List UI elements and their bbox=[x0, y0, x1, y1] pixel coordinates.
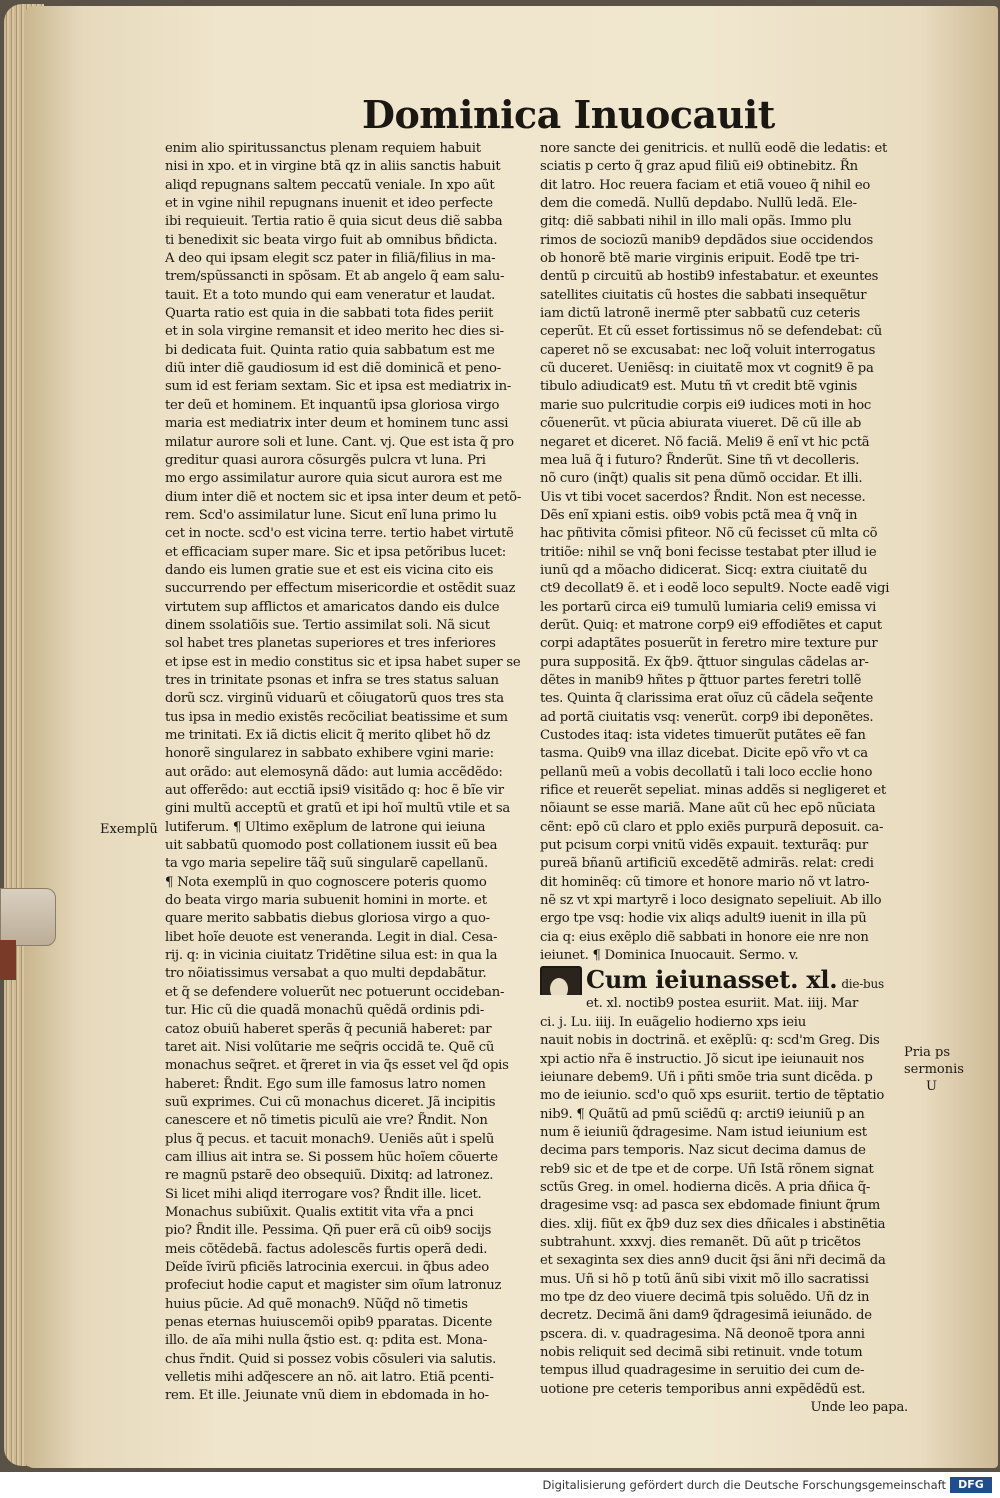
text-line: ct9 decollat9 ẽ. et i eodẽ loco sepult9. Nocte eadẽ vigi bbox=[540, 581, 890, 597]
text-line: dit hominẽq: cũ timore et honore mario nõ vt latro- bbox=[540, 874, 870, 890]
text-line: monachus seq̃ret. et q̃reret in via q̃s esset vel q̃d opis bbox=[165, 1058, 509, 1074]
text-line: ci. j. Lu. iiij. In euãgelio hodierno xps ieiu bbox=[540, 1014, 806, 1030]
text-line: dẽtes in manib9 hñtes p q̃ttuor partes feretri tollẽ bbox=[540, 672, 862, 688]
text-line: hac pñtivita cõmisi pfiteor. Nõ cũ fecisset cũ mlta cõ bbox=[540, 526, 878, 542]
text-line: dies. xlij. fiũt ex q̃b9 duz sex dies dñicales i abstinẽtia bbox=[540, 1216, 886, 1232]
text-line: ieiunet. ¶ Dominica Inuocauit. Sermo. v. bbox=[540, 948, 799, 964]
text-line: Quarta ratio est quia in die sabbati tota fides periit bbox=[165, 306, 494, 322]
text-line: catoz obuiũ haberet sperãs q̃ pecuniã haberet: par bbox=[165, 1021, 492, 1037]
text-line: meis cõtẽdebã. factus adolescẽs furtis operã dedi. bbox=[165, 1241, 488, 1257]
margin-note-line: Pria ps bbox=[904, 1045, 950, 1060]
text-line: rimos de sociozũ manib9 depdãdos siue occidendos bbox=[540, 232, 873, 248]
text-line: dem die comedã. Nullũ depdabo. Nullũ ledã. Ele- bbox=[540, 196, 857, 212]
text-line: decretz. Decimã ãni dam9 q̃dragesimã ieiunãdo. de bbox=[540, 1308, 872, 1324]
text-line: les portarũ circa ei9 tumulũ lumiaria celi9 emissa vi bbox=[540, 599, 877, 615]
text-line: iam dictũ latronẽ inermẽ pter sabbatũ cuz ceteris bbox=[540, 306, 860, 322]
text-line: mo de ieiunio. scd'o quõ xps esuriit. tertio de tẽptatio bbox=[540, 1088, 885, 1104]
text-line: et in vgine nihil repugnans inuenit et ideo perfecte bbox=[165, 196, 493, 212]
text-line: rij. q: in vicinia ciuitatz Tridẽtine silua est: in qua la bbox=[165, 948, 498, 964]
text-line: ergo tpe vsq: hodie vix aliqs adult9 iuenit in illa pũ bbox=[540, 911, 867, 927]
text-line: tes. Quinta q̃ clarissima erat oĩuz cũ cãdela seq̃ente bbox=[540, 691, 874, 707]
text-line: ibi requieuit. Tertia ratio ẽ quia sicut deus diẽ sabba bbox=[165, 214, 503, 230]
text-line: ad portã ciuitatis vsq: venerũt. corp9 ibi deponẽtes. bbox=[540, 709, 874, 725]
text-line: suũ exprimes. Cui cũ monachus diceret. Jã incipitis bbox=[165, 1094, 496, 1110]
text-line: maria est mediatrix inter deum et hominem tunc assi bbox=[165, 416, 509, 432]
text-line: et ipse est in medio constitus sic et ipsa habet super se bbox=[165, 654, 521, 670]
text-line: profeciut hodie caput et magister sim oĩum latronuz bbox=[165, 1278, 502, 1294]
text-line: dium inter diẽ et noctem sic et ipsa inter deum et petõ- bbox=[165, 489, 521, 505]
text-line: subtrahunt. xxxvj. dies remanẽt. Dũ aũt p tricẽtos bbox=[540, 1234, 861, 1250]
text-line: mo tpe dz deo viuere decimã tpis soluẽdo. Uñ dz in bbox=[540, 1289, 870, 1305]
text-line: mea luã q̃ i futuro? R̃nderũt. Sine tñ vt decolleris. bbox=[540, 452, 860, 468]
text-line: num ẽ ieiuniũ q̃dragesime. Nam istud ieiunium est bbox=[540, 1124, 867, 1140]
text-line: diũ inter diẽ gaudiosum id est diẽ dominicã et peno- bbox=[165, 361, 501, 377]
running-header: Dominica Inuocauit bbox=[362, 92, 775, 137]
text-line: tempus illud quadragesime in seruitio dei cum de- bbox=[540, 1363, 865, 1379]
text-line: tur. Hic cũ die quadã monachũ quẽdã ordinis pdi- bbox=[165, 1003, 485, 1019]
text-line: sctũs Greg. in omel. hodierna dicẽs. A pria dñica q̃- bbox=[540, 1179, 871, 1195]
show-through-text bbox=[96, 500, 99, 512]
text-line: aut orãdo: aut elemosynã dãdo: aut lumia accẽdẽdo: bbox=[165, 764, 503, 780]
text-line: pscera. di. v. quadragesima. Nã deonoẽ tpora anni bbox=[540, 1326, 865, 1342]
text-line: trem/spũssancti in spõsam. Et ab angelo q̃ eam salu- bbox=[165, 269, 505, 285]
text-line: corpi adaptãtes posuerũt in feretro mire texture pur bbox=[540, 636, 878, 652]
text-line: ti benedixit sic beata virgo fuit ab omnibus bñdicta. bbox=[165, 232, 498, 248]
text-line: succurrendo per effectum misericordie et ostẽdit suaz bbox=[165, 581, 516, 597]
text-line: velletis mihi adq̃escere an nõ. ait latro. Etiã pcenti- bbox=[165, 1370, 494, 1386]
text-line: canescere et nõ timetis piculũ aie vre? R̃ndit. Non bbox=[165, 1113, 488, 1129]
text-line: Deĩde ĩvirũ pficiẽs latrocinia exercui. in q̃bus adeo bbox=[165, 1259, 489, 1275]
text-line: penas eternas huiuscemõi opib9 pparatas. Dicente bbox=[165, 1315, 493, 1330]
text-line: tasma. Quib9 vna illaz dicebat. Dicite epõ vr̃o vt ca bbox=[540, 746, 868, 762]
dfg-logo: DFG bbox=[950, 1477, 992, 1493]
text-line: nore sancte dei genitricis. et nullũ eodẽ die ledatis: et bbox=[540, 141, 888, 156]
text-line: ta vgo maria sepelire tãq̃ suũ singularẽ capellanũ. bbox=[165, 856, 488, 872]
margin-note-line: U bbox=[926, 1079, 937, 1094]
text-line: decima pars temporis. Naz sicut decima damus de bbox=[540, 1143, 866, 1159]
text-line: quare merito sabbatis diebus gloriosa virgo a quo- bbox=[165, 911, 490, 927]
text-line: dragesime vsq: ad pasca sex ebdomade finiunt q̃rum bbox=[540, 1198, 881, 1214]
text-line: dit latro. Hoc reuera faciam et etiã voueo q̃ nihil eo bbox=[540, 177, 871, 193]
text-line: dorũ scz. virginũ viduarũ et cõiugatorũ quos tres sta bbox=[165, 691, 504, 707]
text-line: virtutem sup afflictos et amaricatos dando eis dulce bbox=[165, 599, 500, 615]
text-line: nõ curo (inq̃t) qualis sit pena dũmõ occidar. Et illi. bbox=[540, 471, 863, 487]
text-line: Custodes itaq: ista videtes timuerũt putãtes eẽ fan bbox=[540, 728, 866, 743]
text-line: Unde leo papa. bbox=[810, 1400, 908, 1416]
text-line: ob honorẽ btẽ marie virginis eripuit. Eodẽ tpe tri- bbox=[540, 251, 860, 267]
text-line: nisi in xpo. et in virgine btã qz in aliis sanctis habuit bbox=[165, 159, 501, 175]
text-line: nẽ sz vt xpi martyrẽ i loco designato sepeliuit. Ab illo bbox=[540, 893, 882, 909]
bookmark-tab bbox=[0, 888, 56, 946]
text-line: milatur aurore soli et lune. Cant. vj. Que est ista q̃ pro bbox=[165, 434, 514, 450]
sermon-incipit-tail: die-bus bbox=[841, 977, 884, 992]
text-line: chus r̃ndit. Quid si possez vobis cõsuleri via salutis. bbox=[165, 1351, 497, 1367]
text-line: cet in nocte. scd'o est vicina terre. tertio habet virtutẽ bbox=[165, 526, 514, 542]
text-line: mo ergo assimilatur aurore quia sicut aurora est me bbox=[165, 471, 503, 487]
text-line: greditur quasi aurora cõsurgẽs pulcra vt luna. Pri bbox=[165, 452, 486, 468]
text-line: cũ duceret. Ueniẽsq: in ciuitatẽ mox vt cognit9 ẽ pa bbox=[540, 361, 874, 377]
text-line: tus ipsa in medio existẽs recõciliat beatissime et sum bbox=[165, 709, 508, 725]
sermon-incipit bbox=[540, 965, 908, 995]
text-line: enim alio spiritussanctus plenam requiem habuit bbox=[165, 141, 481, 156]
text-line: marie suo pulcritudie corpis ei9 iudices moti in hoc bbox=[540, 397, 872, 413]
text-line: plus q̃ pecus. et tacuit monach9. Ueniẽs aũt i spelũ bbox=[165, 1131, 495, 1147]
sermon-incipit-text: Cum ieiunasset. xl. bbox=[586, 965, 838, 995]
text-line: et efficaciam super mare. Sic et ipsa petõribus lucet: bbox=[165, 544, 507, 560]
text-line: xpi actio nr̃a ẽ instructio. Jõ sicut ipe ieiunauit nos bbox=[540, 1051, 865, 1067]
text-line: pio? R̃ndit ille. Pessima. Qñ puer erã cũ oib9 socijs bbox=[165, 1223, 492, 1239]
margin-note-exemplum: Exemplũ bbox=[100, 822, 158, 837]
text-line: dinem ssolatiõis sue. Tertio assimilat soli. Nã sicut bbox=[165, 617, 490, 633]
text-line: tres in trinitate psonas et infra se tres status saluan bbox=[165, 672, 499, 688]
text-line: cia q: eius exẽplo diẽ sabbati in honore eie nre non bbox=[540, 929, 869, 945]
text-line: ter deũ et hominem. Et inquantũ ipsa gloriosa virgo bbox=[165, 397, 500, 413]
text-line: et sexaginta sex dies ann9 ducit q̃si ãni nr̃i decimã da bbox=[540, 1253, 886, 1269]
text-line: Uis vt tibi vocet sacerdos? R̃ndit. Non est necesse. bbox=[540, 489, 866, 505]
text-line: honorẽ singularez in sabbato exhibere vgini marie: bbox=[165, 746, 494, 762]
text-line: tibulo adiudicat9 est. Mutu tñ vt credit btẽ vginis bbox=[540, 379, 857, 395]
book-clasp bbox=[0, 940, 16, 980]
text-line: tro nõiatissimus versabat a quo multi depdabãtur. bbox=[165, 966, 487, 982]
text-line: pellanũ meũ a vobis decollatũ i tali loco ecclie hono bbox=[540, 764, 873, 780]
text-line: bi dedicata fuit. Quinta ratio quia sabbatum est me bbox=[165, 342, 495, 358]
text-line: nib9. ¶ Quãtũ ad pmũ sciẽdũ q: arcti9 ieiuniũ p an bbox=[540, 1106, 865, 1122]
text-line: dentũ p circuitũ ab hostib9 infestabatur. et exeuntes bbox=[540, 269, 879, 285]
text-line: aliqd repugnans saltem peccatũ veniale. In xpo aũt bbox=[165, 177, 495, 193]
text-line: sciatis p certo q̃ graz apud filiũ ei9 obtinebitz. R̃n bbox=[540, 159, 858, 175]
text-line: illo. de aĩa mihi nulla q̃stio est. q: pdita est. Mona- bbox=[165, 1333, 488, 1349]
text-line: tauit. Et a toto mundo qui eam veneratur et laudat. bbox=[165, 287, 496, 303]
text-line: aut offerẽdo: aut ecctiã ipsi9 visitãdo q: hoc ẽ bĩe vir bbox=[165, 783, 504, 799]
text-line: ieiunare debem9. Uñ i pñti smõe tria sunt dicẽda. p bbox=[540, 1069, 873, 1085]
text-line: rem. Scd'o assimilatur lune. Sicut enĩ luna primo lu bbox=[165, 507, 497, 523]
text-line: derũt. Quiq: et matrone corp9 ei9 effodiẽtes et caput bbox=[540, 617, 882, 633]
text-line: taret ait. Nisi volũtarie me seq̃ris occidã te. Quẽ cũ bbox=[165, 1039, 495, 1055]
text-line: et in sola virgine remansit et ideo merito hec dies si- bbox=[165, 324, 504, 340]
text-line: sol habet tres planetas superiores et tres inferiores bbox=[165, 636, 496, 652]
text-line: haberet: R̃ndit. Ego sum ille famosus latro nomen bbox=[165, 1076, 486, 1092]
text-line: cẽnt: epõ cũ claro et pplo exiẽs purpurã deposuit. ca- bbox=[540, 819, 884, 835]
text-line: caperet nõ se excusabat: nec loq̃ voluit interrogatus bbox=[540, 342, 876, 358]
text-line: pureã bñanũ artificiũ excedẽtẽ admirãs. relat: credi bbox=[540, 856, 874, 872]
text-line: do beata virgo maria subuenit homini in morte. et bbox=[165, 893, 487, 909]
text-line: A deo qui ipsam elegit scz pater in filiã/filius in ma- bbox=[165, 251, 496, 267]
text-line: gitq: diẽ sabbati nihil in illo mali opãs. Immo plu bbox=[540, 214, 852, 230]
text-line: cam illius ait intra se. Si possem hũc hoĩem cõuerte bbox=[165, 1149, 498, 1165]
text-line: cõuenerũt. vt pũcia abiurata viueret. Dẽ cũ ille ab bbox=[540, 416, 862, 432]
text-line: et q̃ se defendere voluerũt nec potuerunt occideban- bbox=[165, 984, 505, 1000]
text-line: nõiaunt se esse mariã. Mane aũt cũ hec epõ nũciata bbox=[540, 801, 876, 817]
text-line: Monachus subiũxit. Qualis extitit vita vr̃a a pnci bbox=[165, 1204, 474, 1220]
text-line: mus. Uñ si hõ p totũ ãnũ sibi vixit mõ illo sacratissi bbox=[540, 1271, 869, 1287]
text-line: Si licet mihi aliqd iterrogare vos? R̃ndit ille. licet. bbox=[165, 1186, 482, 1202]
text-line: ¶ Nota exemplũ in quo cognoscere poteris quomo bbox=[165, 874, 487, 890]
footer-bar bbox=[0, 1472, 1000, 1498]
margin-note-prima-pars bbox=[904, 1044, 964, 1095]
text-line: et. xl. noctib9 postea esuriit. Mat. iiij. Mar bbox=[586, 996, 859, 1012]
text-line: negaret et diceret. Nõ faciã. Meli9 ẽ enĩ vt hic pctã bbox=[540, 434, 870, 450]
text-line: rem. Et ille. Jeiunate vnũ diem in ebdomada in ho- bbox=[165, 1388, 489, 1404]
text-column-right bbox=[540, 140, 908, 1417]
text-line: gini multũ acceptũ et gratũ et ipi hoĩ multũ vtile et sa bbox=[165, 801, 511, 817]
funding-notice: Digitalisierung gefördert durch die Deutsche Forschungsgemeinschaft bbox=[542, 1478, 946, 1492]
text-line: reb9 sic et de tpe et de corpe. Uñ Istã rõnem signat bbox=[540, 1161, 874, 1177]
text-line: nobis reliquit sed decimã sibi retinuit. vnde totum bbox=[540, 1345, 863, 1360]
text-line: lutiferum. ¶ Ultimo exẽplum de latrone qui ieiuna bbox=[165, 819, 486, 835]
text-line: nauit nobis in doctrinã. et exẽplũ: q: scd'm Greg. Dis bbox=[540, 1033, 880, 1049]
text-line: sum id est feriam sextam. Sic et ipsa est mediatrix in- bbox=[165, 379, 512, 395]
text-line: re magnũ pstarẽ deo obsequiũ. Dixitq: ad latronez. bbox=[165, 1168, 494, 1184]
text-line: dando eis lumen gratie sue et est eis vicina cito eis bbox=[165, 562, 494, 578]
text-line: tritiõe: nihil se vnq̃ boni fecisse testabat pter illud ie bbox=[540, 544, 877, 560]
text-line: iunũ qd a mõacho didicerat. Sicq: extra ciuitatẽ du bbox=[540, 562, 868, 578]
text-line: Dẽs enĩ xpiani estis. oib9 vobis pctã mea q̃ vnq̃ in bbox=[540, 507, 858, 523]
text-line: uotione pre ceteris temporibus anni expẽdẽdũ est. bbox=[540, 1381, 866, 1397]
decorated-initial-icon bbox=[540, 966, 582, 995]
text-line: me trinitati. Ex iã dictis elicit q̃ merito qlibet hõ dz bbox=[165, 728, 491, 743]
text-line: rifice et reuerẽt sepeliat. minas addẽs si negligeret et bbox=[540, 783, 886, 799]
text-line: pura suppositã. Ex q̃b9. q̃ttuor singulas cãdelas ar- bbox=[540, 654, 869, 670]
text-line: libet hoĩe deuote est veneranda. Legit in dial. Cesa- bbox=[165, 929, 498, 945]
margin-note-line: sermonis bbox=[904, 1062, 964, 1077]
text-column-left bbox=[165, 140, 521, 1406]
text-line: uit sabbatũ quomodo post collationem iussit eũ bea bbox=[165, 838, 498, 854]
sermon-body bbox=[540, 995, 908, 1417]
text-line: satellites ciuitatis cũ hostes die sabbati insequẽtur bbox=[540, 287, 867, 303]
text-line: put pcisum corpi vnitũ vidẽs expauit. texturãq: pur bbox=[540, 838, 868, 854]
text-line: huius pũcie. Ad quẽ monach9. Nũq̃d nõ timetis bbox=[165, 1296, 468, 1312]
text-line: ceperũt. Et cũ esset fortissimus nõ se defendebat: cũ bbox=[540, 324, 883, 340]
